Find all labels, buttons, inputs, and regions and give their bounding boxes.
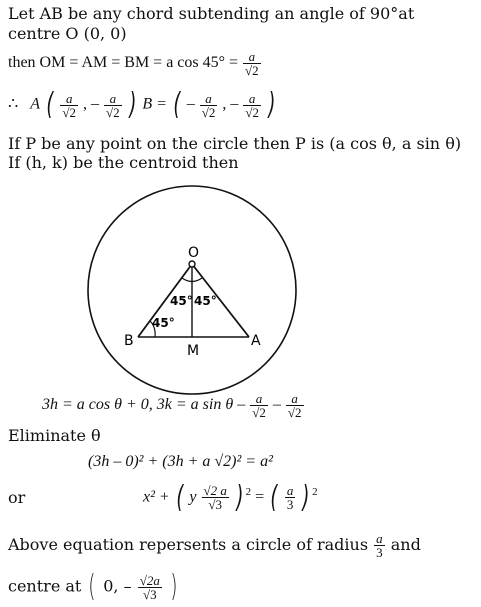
line-10 (143, 479, 318, 515)
line-12-text: centre at (8, 576, 82, 596)
numerator: a (291, 391, 298, 406)
line-6: If (h, k) be the centroid then (8, 153, 239, 172)
numerator: a (65, 90, 73, 106)
paren-open: ( (46, 87, 54, 122)
line-11-and: and (390, 535, 421, 554)
zero-minus: 0, – (103, 576, 132, 596)
paren-close: ) (129, 87, 137, 122)
point-b-label: B = (142, 95, 171, 113)
numerator: √2a (139, 572, 160, 588)
point-o (189, 261, 195, 267)
numerator: a (248, 49, 256, 64)
denominator: √2 (62, 104, 77, 120)
line-11 (8, 532, 421, 559)
denominator: √2 (245, 104, 259, 120)
paren-open: ( (173, 87, 181, 122)
exponent: 2 (312, 486, 318, 498)
denominator: 3 (286, 497, 294, 513)
paren-close: ) (268, 87, 276, 122)
label-angle-b: 45° (152, 316, 175, 330)
equals: = (255, 488, 269, 506)
line-11-text: Above equation repersents a circle of radius (8, 535, 369, 554)
numerator: √2 a (203, 483, 227, 499)
frac-a-3 (285, 484, 296, 511)
line-5: If P be any point on the circle then P is (a cos θ, a sin θ) (8, 134, 462, 153)
line-2: centre O (0, 0) (8, 24, 127, 43)
line-8: Eliminate θ (8, 426, 101, 445)
numerator: a (255, 391, 263, 406)
denominator: √2 (245, 63, 259, 78)
label-angle-left: 45° (170, 294, 193, 308)
frac-root2a-root3 (138, 574, 162, 601)
comma: , – (222, 95, 239, 113)
minus: – (272, 396, 285, 414)
line-12 (8, 569, 180, 604)
denominator: √2 (201, 104, 216, 120)
numerator: a (109, 90, 117, 106)
label-b: B (124, 333, 134, 349)
frac-a-3 (374, 532, 385, 559)
numerator: a (286, 483, 294, 499)
label-a: A (251, 333, 261, 349)
line-10-or: or (8, 488, 26, 507)
line-3-text: then OM = AM = BM = a cos 45° = (8, 54, 243, 72)
line-9: (3h – 0)² + (3h + a √2)² = a² (88, 453, 273, 470)
exponent: 2 (245, 486, 252, 498)
paren-open: ( (270, 479, 278, 515)
paren-close: ) (236, 479, 244, 515)
paren-open: ( (88, 569, 96, 604)
numerator: a (248, 90, 256, 106)
numerator: a (376, 531, 383, 546)
denominator: √3 (138, 587, 162, 601)
frac-1 (250, 392, 268, 419)
frac-root2a-root3 (202, 484, 229, 511)
frac-2 (286, 392, 304, 419)
line-7-text: 3h = a cos θ + 0, 3k = a sin θ – (42, 396, 250, 414)
point-a-label: A (30, 95, 40, 113)
line-1: Let AB be any chord subtending an angle of 90°at (8, 4, 415, 23)
denominator: √2 (287, 405, 302, 420)
label-angle-right: 45° (194, 294, 217, 308)
minus: – (186, 95, 195, 113)
denominator: √2 (106, 104, 120, 120)
numerator: a (205, 90, 212, 106)
line-7 (42, 392, 305, 419)
paren-close: ) (170, 569, 178, 604)
denominator: √2 (252, 405, 266, 420)
denominator: √3 (202, 497, 229, 511)
x-squared: x² + (143, 488, 174, 506)
label-m: M (187, 343, 200, 359)
comma: , – (83, 95, 100, 113)
therefore-symbol: ∴ (8, 95, 19, 113)
paren-open: ( (176, 479, 184, 515)
denominator: 3 (376, 545, 383, 560)
label-o: O (188, 245, 200, 261)
y-var: y (189, 488, 197, 506)
paren-close: ) (302, 479, 310, 515)
